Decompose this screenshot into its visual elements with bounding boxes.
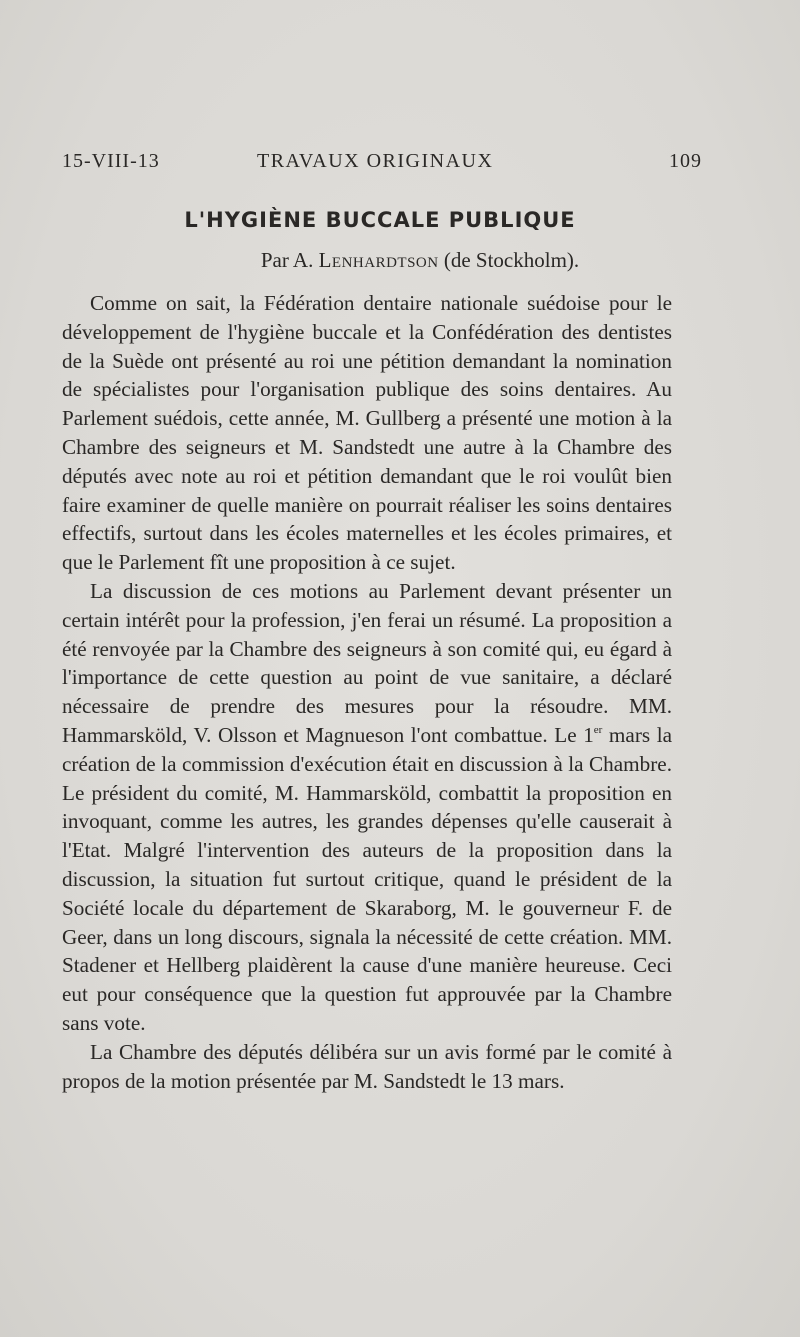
paragraph-text: mars la création de la commission d'exécution était en discussion à la Chambre. Le président du comité, M. Hammarsköld, combattit la proposition en invoquant, comme les autres, les grandes dépenses qu'elle causerait à l'Etat. Malgré l'intervention des auteurs de la proposition dans la discussion, la situation fut surtout critique, quand le président de la Société locale du département de Skaraborg, M. le gouverneur F. de Geer, dans un long discours, signala la nécessité de cette création. MM. Stadener et Hellberg plaidèrent la cause d'une manière heureuse. Ceci eut pour conséquence que la question fut approuvée par la Chambre sans vote. [62, 722, 672, 1035]
issue-date: 15-VIII-13 [62, 150, 160, 172]
byline-prefix: Par A. [260, 248, 314, 272]
paragraph [62, 577, 672, 1038]
paragraph: Comme on sait, la Fédération dentaire nationale suédoise pour le développement de l'hygiène buccale et la Confédération des dentistes de la Suède ont présenté au roi une pétition demandant la nomination de spécialistes pour l'organisation publique des soins dentaires. Au Parlement suédois, cette année, M. Gullberg a présenté une motion à la Chambre des seigneurs et M. Sandstedt une autre à la Chambre des députés avec note au roi et pétition demandant que le roi voulût bien faire examiner de quelle manière on pourrait réaliser les soins dentaires effectifs, surtout dans les écoles maternelles et les écoles primaires, et que le Parlement fît une proposition à ce sujet. [62, 291, 672, 575]
byline-suffix: (de Stockholm). [443, 248, 580, 272]
ordinal-superscript: er [593, 723, 603, 736]
author-name: Lenhardtson [318, 248, 439, 272]
article-title: L'HYGIÈNE BUCCALE PUBLIQUE [184, 208, 576, 232]
section-title: TRAVAUX ORIGINAUX [257, 150, 494, 172]
paragraph-text: La discussion de ces motions au Parlement devant présenter un certain intérêt pour la profession, j'en ferai un résumé. La proposition a été renvoyée par la Chambre des seigneurs à son comité qui, eu égard à l'importance de cette question au point de vue sanitaire, a déclaré nécessaire de prendre des mesures pour la résoudre. MM. Hammarsköld, V. Olsson et Magnueson l'ont combattue. Le 1 [62, 578, 672, 747]
article-body [62, 289, 672, 1095]
paragraph: La Chambre des députés délibéra sur un avis formé par le comité à propos de la motion présentée par M. Sandstedt le 13 mars. [62, 1039, 672, 1093]
running-head [62, 150, 702, 176]
page-number: 109 [669, 150, 702, 172]
byline [40, 248, 800, 273]
